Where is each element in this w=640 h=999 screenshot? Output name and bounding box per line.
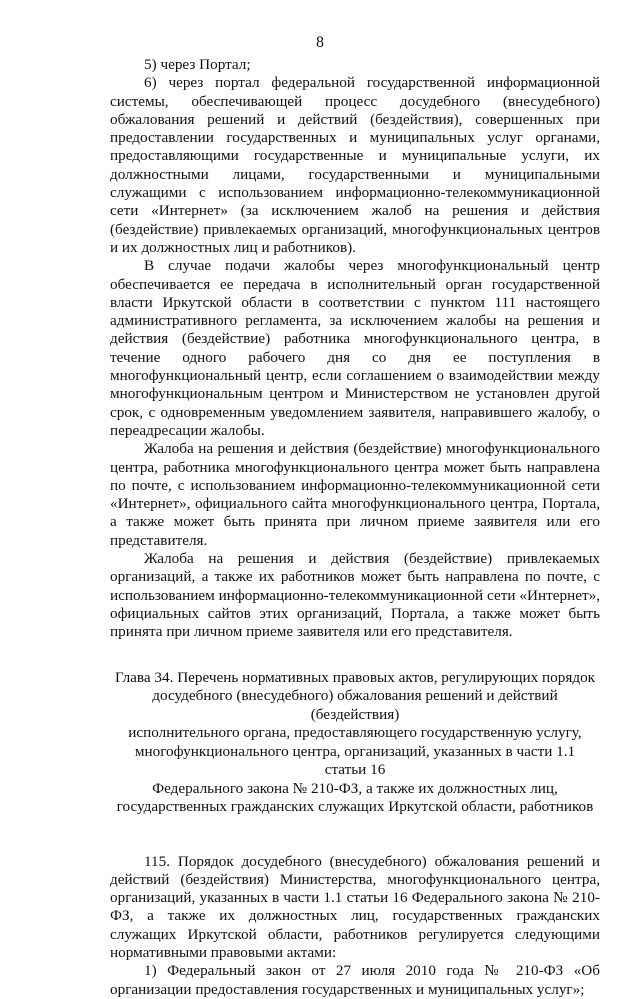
paragraph-organization-complaint: Жалоба на решения и действия (бездействие) привлекаемых организаций, а также их работников может быть направлена по почте, с использованием информационно-телекоммуникационной сети «Интернет», официальных сайтов этих организаций, Портала, а также может быть принята при личном приеме заявителя или его представителя. [110,550,600,641]
paragraph-115: 115. Порядок досудебного (внесудебного) обжалования решений и действий (бездействия) Министерства, многофункционального центра, организаций, указанных в части 1.1 статьи 16 Федерального закона № 210-ФЗ, а также их должностных лиц, государственных гражданских служащих Иркутской области, работников регулируется следующими нормативными правовыми актами: [110,852,600,961]
list-item-federal-portal: 6) через портал федеральной государственной информационной системы, обеспечивающей процесс досудебного (внесудебного) обжалования решений и действий (бездействия), совершенных при предоставлении государственных и муниципальных услуг органами, предоставляющими государственные и муниципальные услуги, их должностными лицами, государственными и муниципальными служащими с использованием информационно-телекоммуникационной сети «Интернет» (за исключением жалоб на решения и действия (бездействие) привлекаемых организаций, многофункциональных центров и их должностных лиц и работников). [110,74,600,256]
chapter-heading-line: досудебного (внесудебного) обжалования решений и действий (бездействия) [152,687,558,723]
list-item-federal-law: 1) Федеральный закон от 27 июля 2010 года № 210-ФЗ «Об организации предоставления государственных и муниципальных услуг»; [110,962,600,998]
list-item-portal: 5) через Портал; [144,56,251,73]
chapter-heading-line: Глава 34. Перечень нормативных правовых актов, регулирующих порядок [114,668,596,686]
chapter-heading-line: исполнительного органа, предоставляющего государственную услугу, [128,724,582,741]
chapter-heading-line: Федерального закона № 210-ФЗ, а также их должностных лиц, [152,779,558,797]
chapter-heading-line: государственных гражданских служащих Иркутской области, работников [116,798,594,815]
chapter-heading [110,669,600,817]
paragraph-mfc-complaint-transfer: В случае подачи жалобы через многофункциональный центр обеспечивается ее передача в исполнительный орган государственной власти Иркутской области в соответствии с пунктом 111 настоящего административного регламента, за исключением жалобы на решения и действия (бездействие) работника многофункционального центра, в течение одного рабочего дня со дня ее поступления в многофункциональный центр, если соглашением о взаимодействии между многофункциональным центром и Министерством не установлен другой срок, с одновременным уведомлением заявителя, направившего жалобу, о переадресации жалобы. [110,257,600,439]
document-body [110,56,600,999]
page-number: 8 [316,34,324,51]
paragraph-mfc-complaint: Жалоба на решения и действия (бездействие) многофункционального центра, работника многофункционального центра может быть направлена по почте, с использованием информационно-телекоммуникационной сети «Интернет», официального сайта многофункционального центра, Портала, а также может быть принята при личном приеме заявителя или его представителя. [110,440,600,549]
chapter-heading-line: многофункционального центра, организаций, указанных в части 1.1 статьи 16 [134,742,576,778]
